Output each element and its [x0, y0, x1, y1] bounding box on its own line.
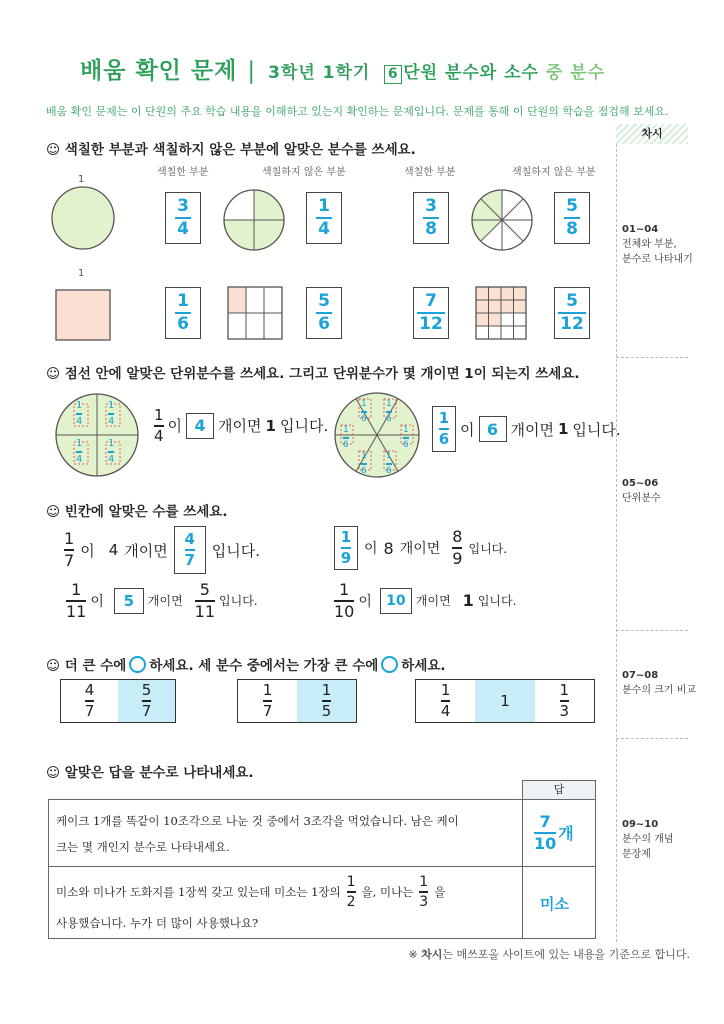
unit-sub: 중 분수 [545, 63, 606, 83]
compare-cell[interactable]: $\frac{1}{3}$ [559, 681, 570, 720]
answer-box[interactable]: $\frac{1}{4}$ [306, 192, 342, 244]
unit-fraction: 1 6 [343, 425, 349, 450]
fill-sentence: $\frac{1}{10}$ 이 10 개이면 1 입니다. [334, 580, 517, 621]
whole-label: 1 [78, 268, 85, 279]
question-3-prompt: ☺ 빈칸에 알맞은 수를 쓰세요. [46, 504, 228, 520]
compare-cell[interactable]: $\frac{1}{7}$ [262, 681, 273, 720]
sidebar-divider [616, 630, 688, 631]
unit-fraction: 1 4 [76, 400, 83, 427]
footnote: ※ 차시는 매쓰포올 사이트에 있는 내용을 기준으로 합니다. [408, 948, 690, 961]
question-1-prompt: ☺ 색칠한 부분과 색칠하지 않은 부분에 알맞은 분수를 쓰세요. [46, 142, 416, 158]
unit-name: 단원 분수와 소수 [403, 63, 539, 83]
question-5-prompt: ☺ 알맞은 답을 분수로 나타내세요. [46, 765, 254, 781]
count-box[interactable]: 4 [186, 413, 214, 439]
unshaded-label: 색칠하지 않은 부분 [262, 167, 346, 178]
answer-box[interactable]: $\frac{5}{6}$ [306, 287, 342, 339]
compare-cell-selected[interactable]: $\frac{5}{7}$ [118, 680, 175, 722]
unit-fraction: 1 6 [403, 425, 409, 450]
sidebar-head: 차시 [616, 124, 688, 144]
fill-sentence: $\frac{1}{7}$ 이 4 개이면 $\frac{4}{7}$ 입니다. [64, 526, 260, 574]
unit-fraction-box[interactable]: $\frac{1}{6}$ [432, 406, 456, 452]
sidebar-divider [616, 357, 688, 358]
count-box[interactable]: 10 [380, 588, 412, 614]
sidebar-item-3: 07~08 분수의 크기 비교 [622, 670, 696, 696]
fill-sentence: $\frac{1}{11}$ 이 5 개이면 $\frac{5}{11}$ 입니다. [66, 580, 258, 621]
unit-fraction: 1 6 [361, 399, 367, 424]
compare-cell[interactable]: $\frac{1}{4}$ [440, 681, 451, 720]
whole-circle [50, 185, 116, 251]
unit-fraction: 1 4 [108, 400, 115, 427]
table-col-divider [522, 799, 523, 939]
unit-fraction-box[interactable]: $\frac{1}{9}$ [334, 526, 358, 570]
problem-2-text: 미소와 미나가 도화지를 1장씩 갖고 있는데 미소는 1장의 $\frac{1}{2}$ 을, 미나는 $\frac{1}{3}$ 을 사용했습니다. 누가 더 많이 사용했나요? [56, 874, 446, 930]
unit-fraction: 1 4 [108, 438, 115, 465]
unit-fraction: 1 6 [386, 451, 392, 476]
answer-box[interactable]: $\frac{5}{8}$ [554, 192, 590, 244]
answer-header: 답 [522, 780, 596, 800]
unit-quarters-circle [54, 392, 140, 478]
compare-group [237, 679, 357, 723]
problem-1-answer[interactable]: $\frac{7}{10}$ 개 [534, 812, 574, 853]
unit-fraction: 1 6 [386, 399, 392, 424]
result-box[interactable]: $\frac{4}{7}$ [174, 526, 206, 574]
table-row-divider [48, 866, 596, 867]
unit-fraction: 1 6 [361, 451, 367, 476]
answer-box[interactable]: $\frac{1}{6}$ [165, 287, 201, 339]
sixths-grid [227, 286, 283, 340]
compare-group [415, 679, 595, 723]
shaded-label: 색칠한 부분 [157, 167, 209, 178]
sidebar-item-2: 05~06 단위분수 [622, 478, 661, 504]
count-box[interactable]: 6 [479, 416, 507, 442]
compare-group [60, 679, 176, 723]
sidebar-item-1: 01~04 전체와 부분, 분수로 나타내기 [622, 224, 693, 265]
eighths-circle [470, 188, 534, 252]
count-box[interactable]: 5 [114, 588, 144, 614]
unit-sentence-right: $\frac{1}{6}$ 이 6 개이면 1 입니다. [432, 406, 621, 452]
compare-cell-selected[interactable]: $\frac{1}{5}$ [297, 680, 356, 722]
page-title: 배움 확인 문제 | 3학년 1학기 6 단원 분수와 소수 중 분수 [80, 58, 606, 84]
unit-sentence-left: $\frac{1}{4}$ 이 4 개이면 1 입니다. [154, 406, 329, 445]
answer-box[interactable]: $\frac{5}{12}$ [554, 287, 590, 339]
question-2-prompt: ☺ 점선 안에 알맞은 단위분수를 쓰세요. 그리고 단위분수가 몇 개이면 1이 되는지 쓰세요. [46, 366, 580, 382]
compare-cell-selected[interactable]: 1 [475, 680, 534, 722]
unit-fraction: 1 4 [76, 438, 83, 465]
whole-square [55, 289, 111, 341]
sidebar-divider [616, 738, 688, 739]
shaded-label: 색칠한 부분 [404, 167, 456, 178]
intro-text: 배움 확인 문제는 이 단원의 주요 학습 내용을 이해하고 있는지 확인하는 문제입니다. 문제를 통해 이 단원의 학습을 점검해 보세요. [46, 105, 669, 118]
problem-1-text: 케이크 1개를 똑같이 10조각으로 나눈 것 중에서 3조각을 먹었습니다. 남은 케이 크는 몇 개인지 분수로 나타내세요. [56, 814, 459, 854]
answer-box[interactable]: $\frac{3}{4}$ [165, 192, 201, 244]
problem-2-answer[interactable]: 미소 [540, 895, 569, 913]
whole-label: 1 [78, 174, 85, 185]
sidebar-item-4: 09~10 분수의 개념 문장제 [622, 819, 674, 860]
quarters-circle [222, 188, 286, 252]
twelfths-grid [475, 286, 527, 340]
fill-sentence: $\frac{1}{9}$ 이 8 개이면 $\frac{8}{9}$ 입니다. [334, 526, 507, 570]
question-4-prompt: ☺ 더 큰 수에 하세요. 세 분수 중에서는 가장 큰 수에 하세요. [46, 654, 446, 674]
unshaded-label: 색칠하지 않은 부분 [512, 167, 596, 178]
answer-box[interactable]: $\frac{3}{8}$ [413, 192, 449, 244]
title-text: 배움 확인 문제 [80, 58, 238, 84]
unit-number: 6 [384, 65, 402, 84]
compare-cell[interactable]: $\frac{4}{7}$ [84, 681, 95, 720]
circle-mark-icon [129, 656, 146, 673]
circle-mark-icon [381, 656, 398, 673]
grade-text: 3학년 1학기 [268, 63, 371, 83]
answer-box[interactable]: $\frac{7}{12}$ [413, 287, 449, 339]
